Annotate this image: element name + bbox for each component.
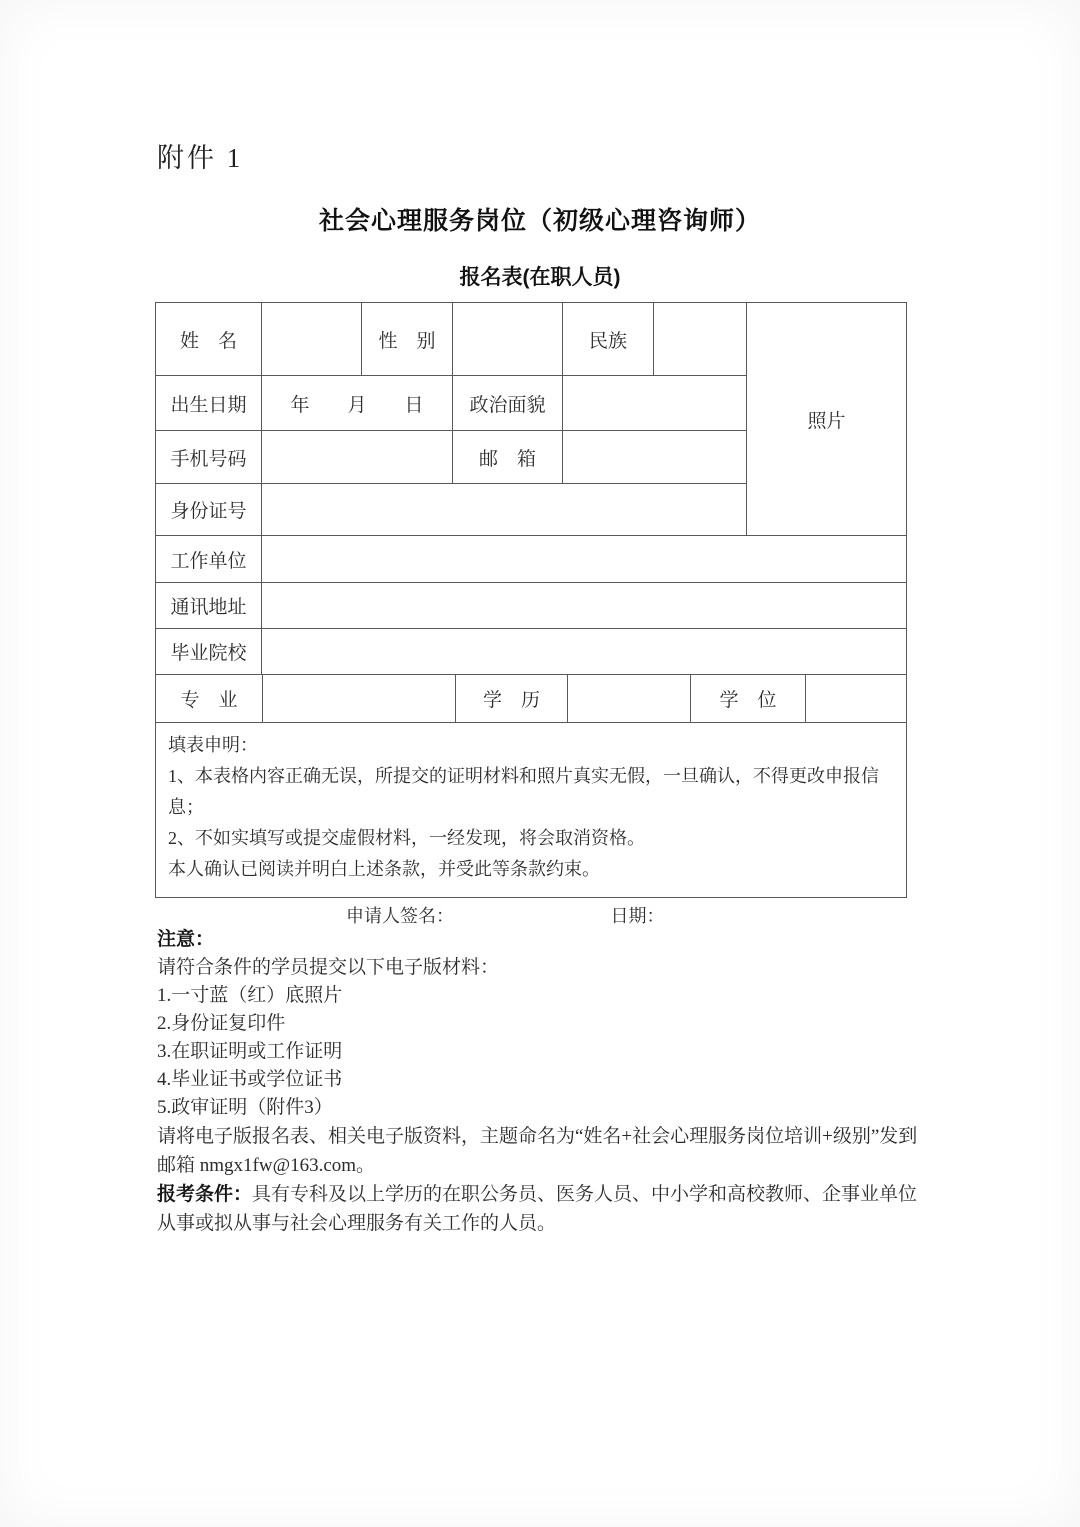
declaration-line-3: 本人确认已阅读并明白上述条款，并受此等条款约束。 <box>168 859 600 879</box>
declaration-line-1: 1、本表格内容正确无误，所提交的证明材料和照片真实无假，一旦确认，不得更改申报信息； <box>168 766 879 817</box>
ethnicity-value-cell <box>654 303 747 376</box>
notes-heading: 注意： <box>157 929 215 950</box>
work-unit-value-cell <box>262 536 907 583</box>
id-number-value-cell <box>262 484 747 536</box>
name-value-cell <box>262 303 362 376</box>
birthdate-ymd-cell: 年 月 日 <box>262 376 453 431</box>
notes-item-4: 4.毕业证书或学位证书 <box>157 1069 343 1090</box>
table-row-address <box>156 583 907 629</box>
declaration-line-2: 2、不如实填写或提交虚假材料，一经发现，将会取消资格。 <box>168 828 645 848</box>
email-label: 邮 箱 <box>453 431 563 484</box>
major-label: 专 业 <box>156 675 263 723</box>
table-top-left <box>156 303 747 536</box>
address-value-cell <box>262 583 907 629</box>
birthdate-label: 出生日期 <box>156 376 262 431</box>
attachment-label: 附件 1 <box>157 143 244 173</box>
notes-section <box>157 926 935 1238</box>
phone-value-cell <box>262 431 453 484</box>
conditions-label: 报考条件： <box>157 1184 253 1205</box>
degree-value-cell <box>806 675 907 723</box>
date-label: 日期： <box>610 906 665 926</box>
photo-cell: 照片 <box>747 303 907 536</box>
table-row-workunit <box>156 536 907 583</box>
major-value-cell <box>263 675 456 723</box>
table-row-school <box>156 629 907 675</box>
applicant-signature-label: 申请人签名： <box>346 906 454 926</box>
political-status-value-cell <box>563 376 747 431</box>
page-title: 社会心理服务岗位（初级心理咨询师） <box>318 207 761 235</box>
address-label: 通讯地址 <box>156 583 262 629</box>
education-value-cell <box>568 675 691 723</box>
phone-label: 手机号码 <box>156 431 262 484</box>
notes-item-3: 3.在职证明或工作证明 <box>157 1041 343 1062</box>
degree-label: 学 位 <box>691 675 806 723</box>
table-row-id <box>156 484 747 536</box>
declaration-heading: 填表申明： <box>168 735 258 755</box>
name-label: 姓 名 <box>156 303 262 376</box>
application-conditions <box>157 1180 935 1238</box>
email-value-cell <box>563 431 747 484</box>
graduation-school-value-cell <box>262 629 907 675</box>
gender-label: 性 别 <box>362 303 453 376</box>
table-row-major <box>156 675 907 723</box>
political-status-label: 政治面貌 <box>453 376 563 431</box>
notes-item-5: 5.政审证明（附件3） <box>157 1097 333 1118</box>
table-row-phone <box>156 431 747 484</box>
application-form-table <box>155 302 907 926</box>
declaration-cell <box>156 723 907 926</box>
gender-value-cell <box>453 303 563 376</box>
ethnicity-label: 民族 <box>563 303 654 376</box>
id-number-label: 身份证号 <box>156 484 262 536</box>
table-row-birth <box>156 376 747 431</box>
table-row-name <box>156 303 747 376</box>
work-unit-label: 工作单位 <box>156 536 262 583</box>
notes-intro: 请符合条件的学员提交以下电子版材料： <box>157 957 500 978</box>
graduation-school-label: 毕业院校 <box>156 629 262 675</box>
page-subtitle: 报名表(在职人员) <box>459 266 621 289</box>
notes-item-2: 2.身份证复印件 <box>157 1013 286 1034</box>
table-top-section <box>156 303 907 536</box>
email-instruction: 请将电子版报名表、相关电子版资料，主题命名为“姓名+社会心理服务岗位培训+级别”发到邮箱 nmgx1fw@163.com。 <box>157 1126 918 1176</box>
education-label: 学 历 <box>456 675 568 723</box>
conditions-text: 具有专科及以上学历的在职公务员、医务人员、中小学和高校教师、企事业单位从事或拟从事与社会心理服务有关工作的人员。 <box>157 1184 918 1234</box>
notes-item-1: 1.一寸蓝（红）底照片 <box>157 985 343 1006</box>
